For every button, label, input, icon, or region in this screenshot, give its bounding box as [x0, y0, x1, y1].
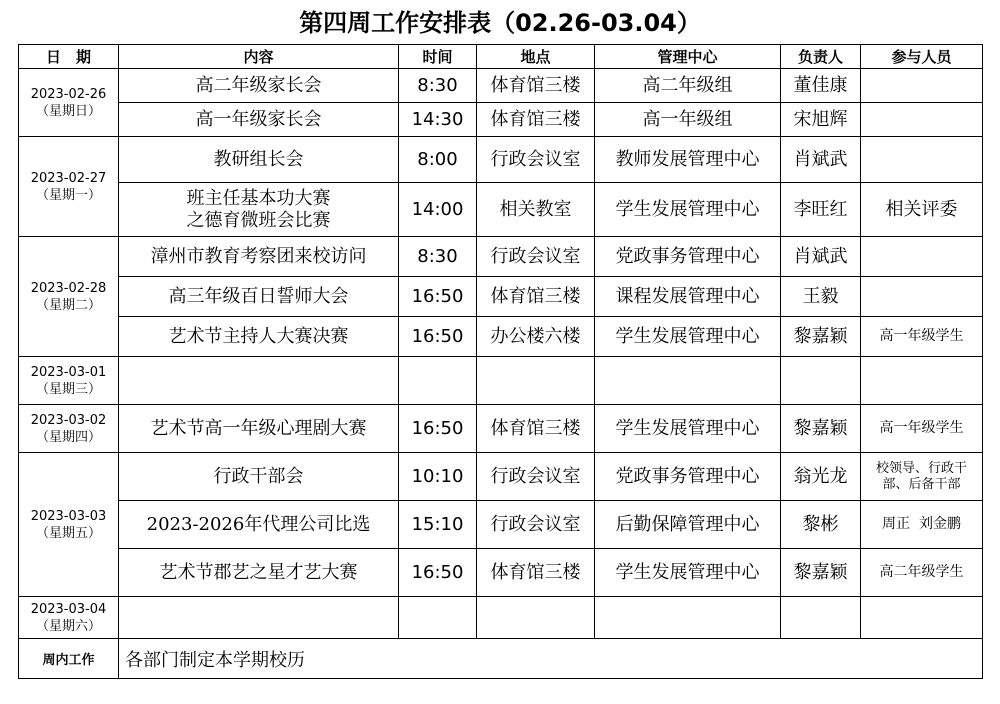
- content-cell: 漳州市教育考察团来校访问: [119, 237, 399, 277]
- weekly-row: [19, 639, 983, 679]
- header-place: 地点: [477, 45, 595, 69]
- participants-cell: [861, 453, 983, 501]
- time-cell: [399, 357, 477, 405]
- owner-cell: [781, 357, 861, 405]
- table-row: [19, 183, 983, 237]
- content-cell: [119, 357, 399, 405]
- weekly-label: 周内工作: [19, 639, 119, 679]
- participants-cell: [861, 69, 983, 103]
- table-row: [19, 137, 983, 183]
- content-cell: 高三年级百日誓师大会: [119, 277, 399, 317]
- table-row: [19, 103, 983, 137]
- place-cell: 行政会议室: [477, 501, 595, 549]
- place-cell: 行政会议室: [477, 453, 595, 501]
- date-cell: [19, 69, 119, 137]
- content-cell: 教研组长会: [119, 137, 399, 183]
- owner-cell: 翁光龙: [781, 453, 861, 501]
- weekday-text: （星期日）: [35, 103, 101, 119]
- header-content: 内容: [119, 45, 399, 69]
- content-line-2: 之德育微班会比赛: [186, 209, 331, 231]
- time-cell: 8:30: [399, 237, 477, 277]
- owner-cell: [781, 597, 861, 639]
- page-title: 第四周工作安排表（02.26-03.04）: [299, 9, 701, 37]
- date-cell: [19, 453, 119, 597]
- participants-cell: 周正 刘金鹏: [861, 501, 983, 549]
- date-cell: [19, 597, 119, 639]
- date-text: 2023-02-27: [30, 170, 107, 186]
- date-cell: [19, 237, 119, 357]
- content-cell: 艺术节郡艺之星才艺大赛: [119, 549, 399, 597]
- place-cell: 体育馆三楼: [477, 277, 595, 317]
- participants-cell: [861, 103, 983, 137]
- time-cell: 15:10: [399, 501, 477, 549]
- header-center: 管理中心: [595, 45, 781, 69]
- header-date: 日 期: [19, 45, 119, 69]
- owner-cell: 宋旭辉: [781, 103, 861, 137]
- table-row: [19, 453, 983, 501]
- date-text: 2023-02-26: [30, 86, 107, 102]
- owner-cell: 董佳康: [781, 69, 861, 103]
- center-cell: 学生发展管理中心: [595, 405, 781, 453]
- place-cell: 相关教室: [477, 183, 595, 237]
- content-cell: 2023-2026年代理公司比选: [119, 501, 399, 549]
- content-cell: 艺术节主持人大赛决赛: [119, 317, 399, 357]
- time-cell: 16:50: [399, 549, 477, 597]
- center-cell: [595, 357, 781, 405]
- owner-cell: 李旺红: [781, 183, 861, 237]
- participants-cell: [861, 237, 983, 277]
- center-cell: [595, 597, 781, 639]
- time-cell: 8:30: [399, 69, 477, 103]
- content-cell: 行政干部会: [119, 453, 399, 501]
- table-row: [19, 69, 983, 103]
- table-row: [19, 317, 983, 357]
- date-text: 2023-03-03: [30, 508, 107, 524]
- participants-line-2: 部、后备干部: [882, 476, 961, 492]
- participants-cell: 相关评委: [861, 183, 983, 237]
- weekday-text: （星期二）: [35, 297, 101, 313]
- header-row: [19, 45, 983, 69]
- time-cell: 10:10: [399, 453, 477, 501]
- weekly-value: 各部门制定本学期校历: [119, 639, 983, 679]
- owner-cell: 黎嘉颖: [781, 405, 861, 453]
- center-cell: 学生发展管理中心: [595, 549, 781, 597]
- center-cell: 学生发展管理中心: [595, 183, 781, 237]
- weekday-text: （星期一）: [35, 187, 101, 203]
- owner-cell: 黎嘉颖: [781, 549, 861, 597]
- place-cell: [477, 357, 595, 405]
- date-text: 2023-03-04: [30, 601, 107, 617]
- content-cell: 高二年级家长会: [119, 69, 399, 103]
- participants-line-1: 校领导、行政干: [875, 460, 967, 476]
- place-cell: 办公楼六楼: [477, 317, 595, 357]
- time-cell: [399, 597, 477, 639]
- header-owner: 负责人: [781, 45, 861, 69]
- content-cell: 艺术节高一年级心理剧大赛: [119, 405, 399, 453]
- center-cell: 课程发展管理中心: [595, 277, 781, 317]
- participants-cell: [861, 277, 983, 317]
- table-row: [19, 405, 983, 453]
- header-time: 时间: [399, 45, 477, 69]
- place-cell: 行政会议室: [477, 237, 595, 277]
- date-text: 2023-03-01: [30, 364, 107, 380]
- time-cell: 16:50: [399, 317, 477, 357]
- content-line-1: 班主任基本功大赛: [186, 187, 331, 209]
- place-cell: 行政会议室: [477, 137, 595, 183]
- center-cell: 高二年级组: [595, 69, 781, 103]
- table-row: [19, 277, 983, 317]
- owner-cell: 王毅: [781, 277, 861, 317]
- time-cell: 16:50: [399, 405, 477, 453]
- date-cell: [19, 357, 119, 405]
- weekday-text: （星期四）: [35, 429, 101, 445]
- participants-cell: 高一年级学生: [861, 405, 983, 453]
- center-cell: 高一年级组: [595, 103, 781, 137]
- center-cell: 后勤保障管理中心: [595, 501, 781, 549]
- center-cell: 学生发展管理中心: [595, 317, 781, 357]
- weekday-text: （星期六）: [35, 618, 101, 634]
- owner-cell: 肖斌武: [781, 237, 861, 277]
- participants-cell: [861, 137, 983, 183]
- time-cell: 14:00: [399, 183, 477, 237]
- schedule-table: [18, 44, 983, 679]
- table-row: [19, 549, 983, 597]
- participants-cell: [861, 597, 983, 639]
- content-cell: [119, 183, 399, 237]
- date-text: 2023-03-02: [30, 412, 107, 428]
- time-cell: 8:00: [399, 137, 477, 183]
- time-cell: 16:50: [399, 277, 477, 317]
- place-cell: 体育馆三楼: [477, 103, 595, 137]
- header-participants: 参与人员: [861, 45, 983, 69]
- owner-cell: 肖斌武: [781, 137, 861, 183]
- date-text: 2023-02-28: [30, 280, 107, 296]
- participants-cell: 高二年级学生: [861, 549, 983, 597]
- content-cell: 高一年级家长会: [119, 103, 399, 137]
- center-cell: 教师发展管理中心: [595, 137, 781, 183]
- place-cell: 体育馆三楼: [477, 405, 595, 453]
- weekday-text: （星期三）: [35, 381, 101, 397]
- participants-cell: [861, 357, 983, 405]
- place-cell: [477, 597, 595, 639]
- table-row: [19, 357, 983, 405]
- date-cell: [19, 137, 119, 237]
- weekday-text: （星期五）: [35, 525, 101, 541]
- owner-cell: 黎嘉颖: [781, 317, 861, 357]
- content-cell: [119, 597, 399, 639]
- owner-cell: 黎彬: [781, 501, 861, 549]
- place-cell: 体育馆三楼: [477, 69, 595, 103]
- participants-cell: 高一年级学生: [861, 317, 983, 357]
- place-cell: 体育馆三楼: [477, 549, 595, 597]
- center-cell: 党政事务管理中心: [595, 453, 781, 501]
- date-cell: [19, 405, 119, 453]
- center-cell: 党政事务管理中心: [595, 237, 781, 277]
- time-cell: 14:30: [399, 103, 477, 137]
- table-row: [19, 501, 983, 549]
- table-row: [19, 237, 983, 277]
- table-row: [19, 597, 983, 639]
